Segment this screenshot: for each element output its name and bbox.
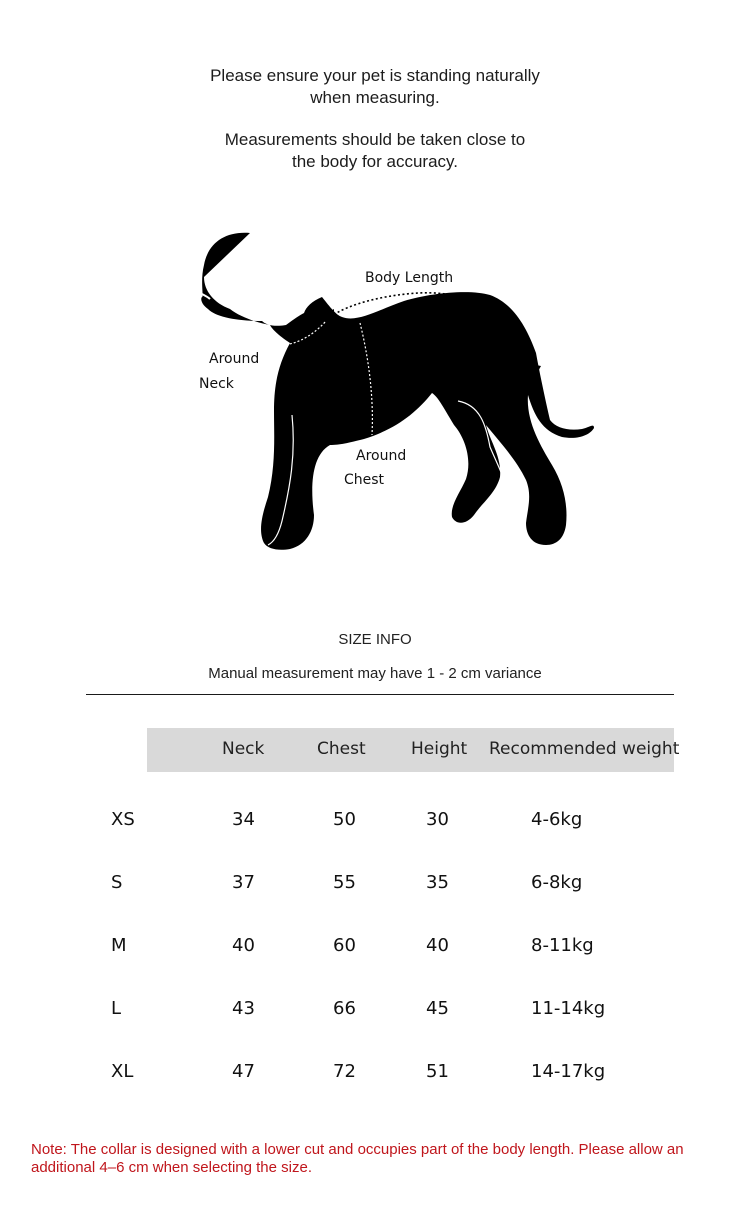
cell-neck: 40 — [232, 935, 255, 956]
cell-height: 40 — [426, 935, 449, 956]
around-neck-label-line2: Neck — [199, 376, 234, 392]
cell-size: XS — [111, 809, 135, 830]
variance-note: Manual measurement may have 1 - 2 cm variance — [208, 665, 542, 682]
cell-size: S — [111, 872, 123, 893]
size-info-title: SIZE INFO — [338, 631, 412, 648]
around-neck-label-line1: Around — [209, 351, 260, 367]
cell-weight: 11-14kg — [531, 998, 606, 1019]
cell-size: L — [111, 998, 122, 1019]
table-row-s — [0, 872, 750, 902]
cell-chest: 66 — [333, 998, 356, 1019]
cell-neck: 37 — [232, 872, 255, 893]
around-chest-label-line1: Around — [356, 448, 407, 464]
cell-height: 51 — [426, 1061, 449, 1082]
cell-weight: 4-6kg — [531, 809, 583, 830]
cell-size: XL — [111, 1061, 134, 1082]
divider-line — [86, 694, 674, 695]
intro-close-to-body — [0, 129, 750, 173]
collar-note: Note: The collar is designed with a lower cut and occupies part of the body length. Please allow an additional 4–6 cm when selecting the size. — [31, 1141, 684, 1176]
cell-chest: 60 — [333, 935, 356, 956]
table-row-xs — [0, 809, 750, 839]
body-length-label: Body Length — [365, 270, 454, 286]
cell-neck: 43 — [232, 998, 255, 1019]
cell-weight: 14-17kg — [531, 1061, 606, 1082]
table-row-m — [0, 935, 750, 965]
intro-close-text: Measurements should be taken close to the body for accuracy. — [224, 130, 526, 171]
cell-weight: 8-11kg — [531, 935, 594, 956]
table-row-l — [0, 998, 750, 1028]
cell-chest: 72 — [333, 1061, 356, 1082]
cell-size: M — [111, 935, 127, 956]
cell-chest: 55 — [333, 872, 356, 893]
intro-standing — [0, 65, 750, 109]
dog-measurement-diagram — [190, 225, 610, 560]
cell-weight: 6-8kg — [531, 872, 583, 893]
cell-chest: 50 — [333, 809, 356, 830]
table-row-xl — [0, 1061, 750, 1091]
cell-neck: 47 — [232, 1061, 255, 1082]
cell-neck: 34 — [232, 809, 255, 830]
cell-height: 30 — [426, 809, 449, 830]
cell-height: 45 — [426, 998, 449, 1019]
header-neck: Neck — [222, 739, 265, 759]
intro-standing-text: Please ensure your pet is standing naturally when measuring. — [210, 66, 540, 107]
around-chest-label-line2: Chest — [344, 472, 385, 488]
header-recommended-weight: Recommended weight — [489, 739, 680, 759]
cell-height: 35 — [426, 872, 449, 893]
header-height: Height — [411, 739, 468, 759]
ear-outline — [282, 253, 295, 325]
header-chest: Chest — [317, 739, 366, 759]
